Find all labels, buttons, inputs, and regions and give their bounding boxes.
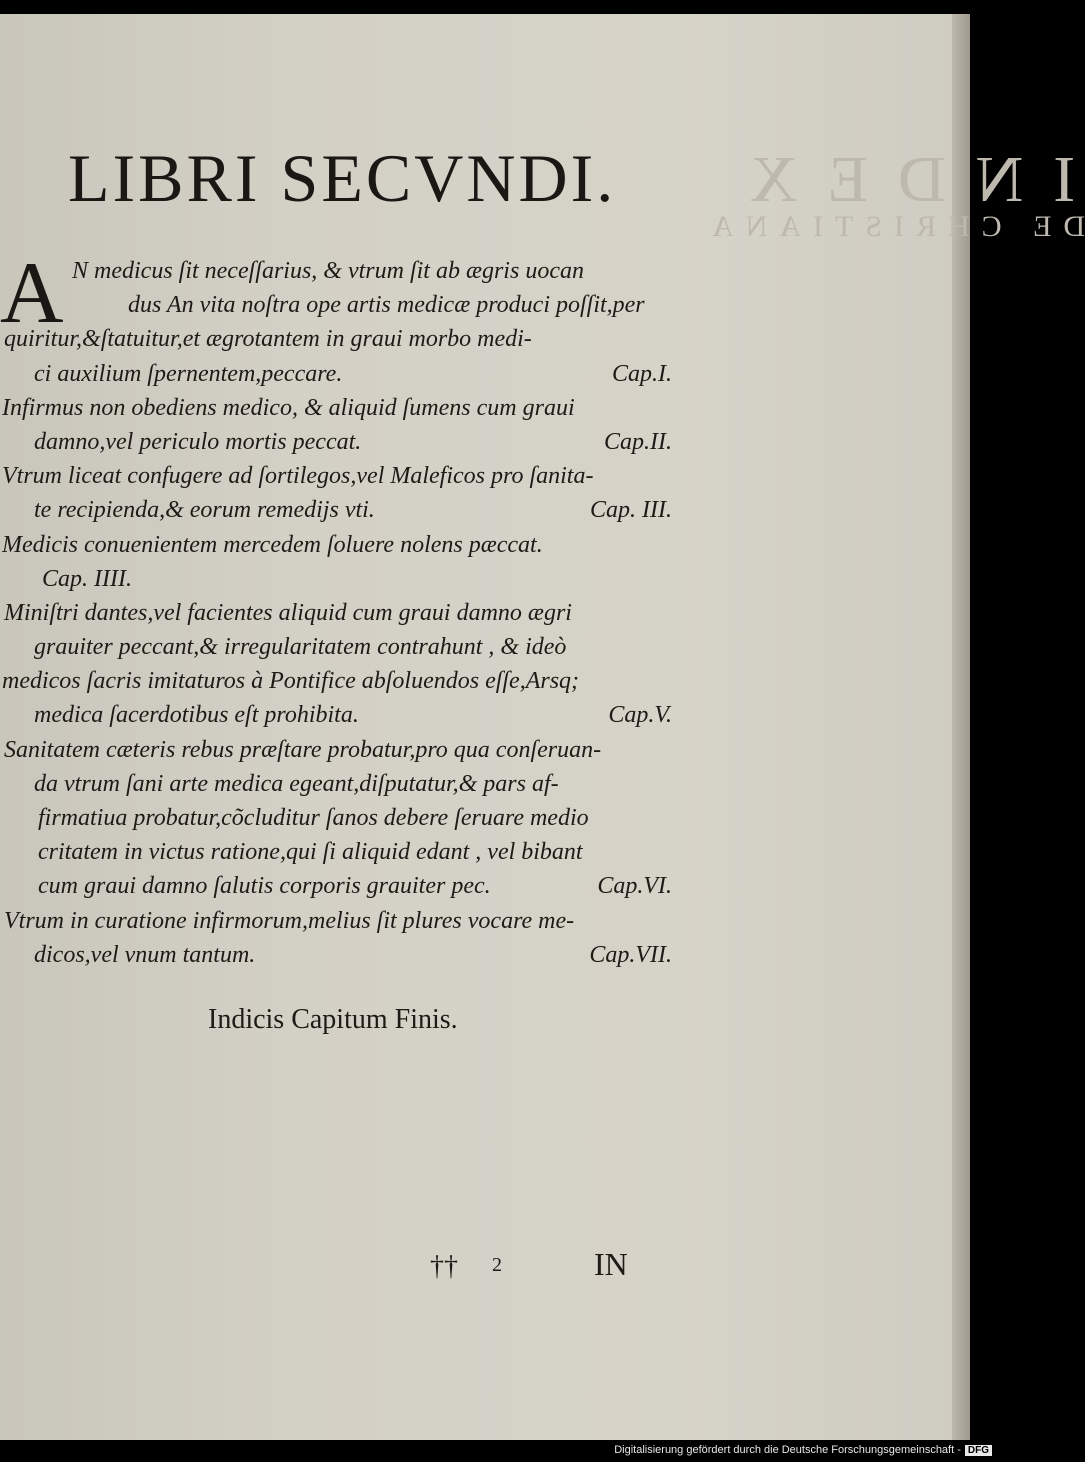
entry-line: ci auxilium ſpernentem,peccare.	[34, 360, 343, 387]
signature-number: 2	[492, 1254, 502, 1276]
entry-line: te recipienda,& eorum remedijs vti.	[34, 497, 375, 524]
entry-line: critatem in victus ratione,qui ſi aliquid edant , vel bibant	[38, 839, 583, 866]
entry-line: medicos ſacris imitaturos à Pontifice abſoluendos eſſe,Arsq;	[2, 668, 580, 695]
index-entry	[0, 528, 680, 596]
chapter-ref: Cap.V.	[608, 702, 672, 729]
entry-line: Cap. IIII.	[42, 565, 132, 592]
entry-line: damno,vel periculo mortis peccat.	[34, 428, 362, 455]
bleed-through-title: INDEX	[720, 143, 1076, 216]
index-entry	[0, 459, 680, 527]
catchword: IN	[594, 1246, 628, 1282]
chapter-ref: Cap.VI.	[597, 873, 672, 900]
index-entry	[0, 733, 680, 904]
entry-line: N medicus ſit neceſſarius, & vtrum ſit ab ægris uocan	[72, 258, 584, 284]
bleed-through-subtitle: DE CHRISTIANA	[700, 210, 1085, 243]
entry-line: dus An vita noſtra ope artis medicæ produci poſſit,per	[128, 292, 645, 319]
index-entry	[0, 245, 680, 391]
entry-line: Vtrum in curatione infirmorum,melius ſit plures vocare me-	[4, 907, 575, 934]
dfg-logo: DFG	[965, 1445, 992, 1456]
entry-line: Sanitatem cæteris rebus præſtare probatur,pro qua conſeruan-	[4, 736, 602, 763]
footer-text: Digitalisierung gefördert durch die Deutsche Forschungsgemeinschaft -	[614, 1444, 961, 1456]
chapter-ref: Cap.II.	[604, 428, 672, 455]
entry-line: quiritur,&ſtatuitur,et ægrotantem in graui morbo medi-	[4, 326, 532, 353]
index-entry	[0, 391, 680, 459]
entry-line: grauiter peccant,& irregularitatem contrahunt , & ideò	[34, 634, 567, 661]
entry-line: dicos,vel vnum tantum.	[34, 941, 256, 968]
index-entry	[0, 904, 680, 972]
entry-line: firmatiua probatur,cõcluditur ſanos debere ſeruare medio	[38, 805, 589, 831]
page-title: LIBRI SECVNDI.	[68, 140, 617, 216]
entry-line: Vtrum liceat confugere ad ſortilegos,vel Maleficos pro ſanita-	[2, 463, 594, 490]
footer	[0, 1444, 992, 1456]
entry-line: Miniſtri dantes,vel facientes aliquid cum graui damno ægri	[4, 599, 572, 626]
signature-mark: ††	[430, 1251, 458, 1282]
book-page	[0, 14, 1085, 1440]
drop-cap: A	[0, 245, 64, 342]
index-entry	[0, 596, 680, 733]
finis-line: Indicis Capitum Finis.	[208, 1004, 458, 1035]
entry-line: da vtrum ſani arte medica egeant,diſputatur,& pars af-	[34, 770, 559, 797]
chapter-ref: Cap. III.	[590, 497, 672, 524]
entry-line: Medicis conuenientem mercedem ſoluere nolens pæccat.	[2, 531, 543, 558]
chapter-index	[0, 245, 680, 972]
entry-line: medica ſacerdotibus eſt prohibita.	[34, 702, 359, 729]
entry-line: Infirmus non obediens medico, & aliquid ſumens cum graui	[2, 394, 575, 421]
chapter-ref: Cap.VII.	[589, 941, 672, 968]
chapter-ref: Cap.I.	[612, 360, 672, 387]
entry-line: cum graui damno ſalutis corporis grauiter pec.	[38, 873, 491, 900]
